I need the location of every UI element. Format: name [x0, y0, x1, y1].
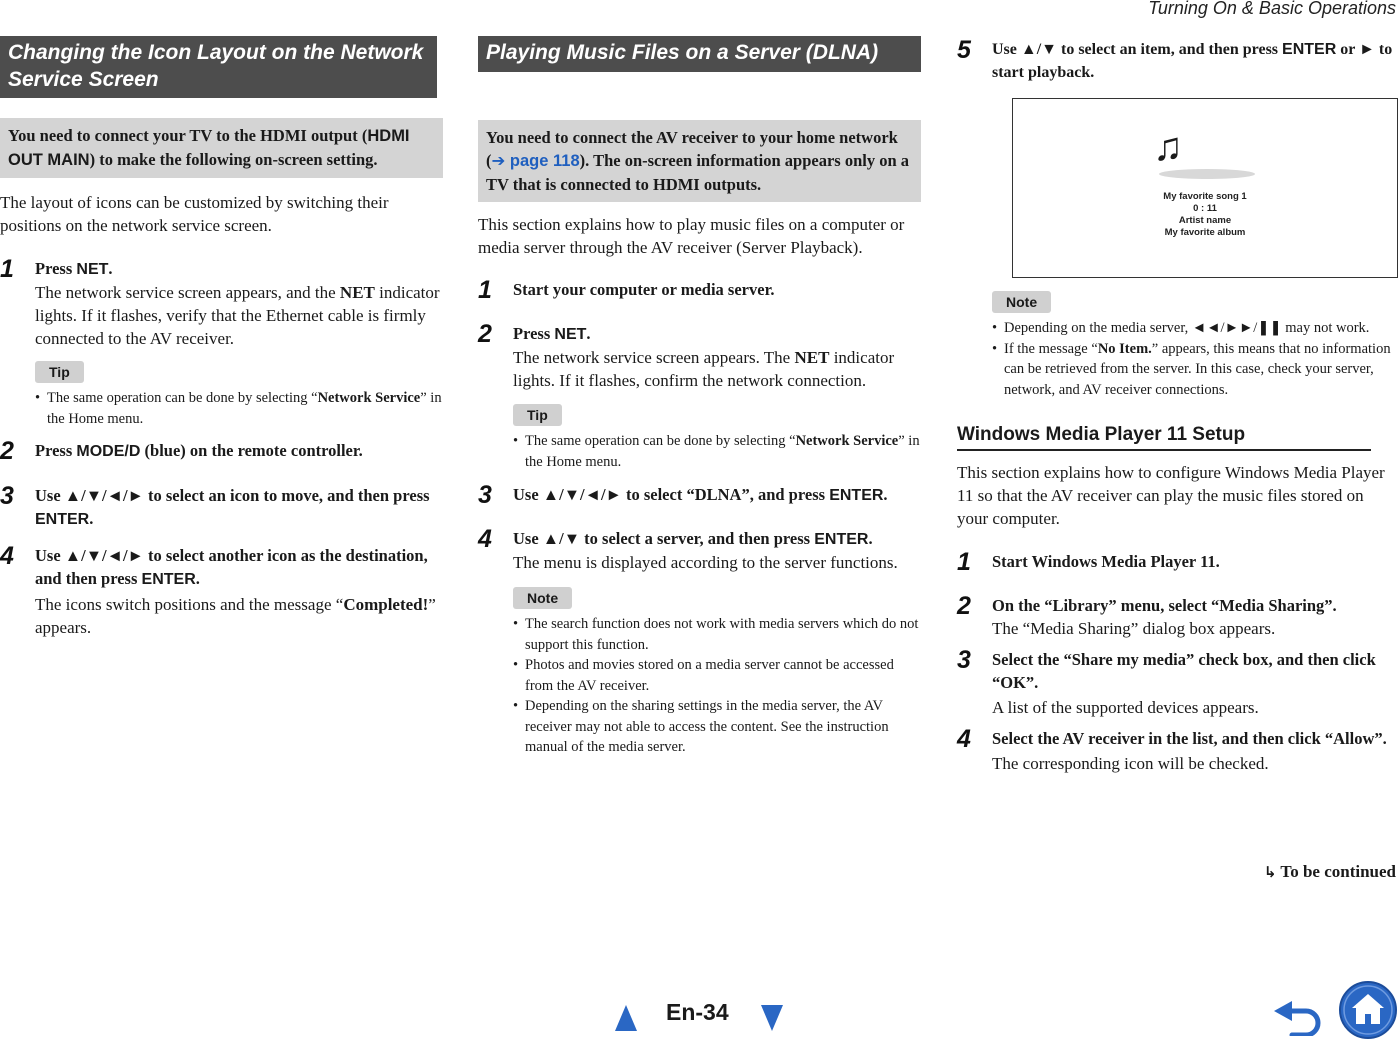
step-2	[0, 439, 443, 463]
page-number: En-34	[666, 999, 729, 1025]
page-footer	[0, 996, 1400, 1042]
note-item: • Depending on the media server, ◄◄/►►/❚❚ may not work.	[992, 318, 1397, 339]
album-name: My favorite album	[1164, 227, 1246, 238]
column-playback-wmp	[957, 38, 1397, 775]
step-body: The network service screen appears, and the NET indicator lights. If it flashes, verify that the Ethernet cable is firmly connected to the AV receiver.	[35, 283, 440, 348]
step-number: 1	[0, 255, 14, 283]
requirement-text: You need to connect the AV receiver to your home network (	[486, 128, 898, 170]
tip-item: • The same operation can be done by selecting “Network Service” in the Home menu.	[35, 388, 443, 429]
hdmi-out-main-key: HDMI OUT MAIN	[8, 127, 410, 169]
previous-page-icon[interactable]	[615, 1005, 637, 1031]
network-service-ref: Network Service	[317, 390, 421, 406]
step-number: 5	[957, 36, 971, 64]
note-item: • The search function does not work with media servers which do not support this function.	[513, 614, 921, 655]
step-title: Use ▲/▼ to select a server, and then press ENTER.	[513, 529, 873, 548]
column-dlna	[478, 36, 921, 758]
wmp-setup-heading: Windows Media Player 11 Setup	[957, 424, 1371, 451]
step-number: 3	[957, 646, 971, 674]
page-header-title: Turning On & Basic Operations	[1148, 0, 1396, 18]
wmp-step-1	[957, 548, 1397, 576]
mode-d-key: MODE/D	[76, 443, 141, 460]
continue-arrow-icon: ↳	[1263, 863, 1277, 881]
tip-list	[513, 431, 921, 472]
section-heading-dlna: Playing Music Files on a Server (DLNA)	[478, 36, 921, 72]
intro-text: This section explains how to play music files on a computer or media server through the AV receiver (Server Playback).	[478, 215, 905, 257]
page-118-link[interactable]: ➔ page 118	[491, 152, 580, 170]
enter-key: ENTER	[814, 531, 869, 548]
net-key: NET	[76, 261, 109, 278]
step-3	[0, 484, 443, 531]
back-icon[interactable]	[1272, 998, 1324, 1036]
step-1	[0, 257, 443, 429]
to-be-continued-text: To be continued	[1280, 862, 1396, 881]
step-number: 2	[478, 320, 492, 348]
wmp-intro-text: This section explains how to configure Windows Media Player 11 so that the AV receiver can play the music files stored on your computer.	[957, 463, 1385, 528]
step-number: 2	[957, 592, 971, 620]
wmp-step-2	[957, 594, 1397, 640]
requirement-box	[478, 120, 921, 202]
step-title: Use ▲/▼/◄/► to select “DLNA”, and press ENTER.	[513, 485, 888, 504]
step-number: 1	[957, 548, 971, 576]
elapsed-time: 0 : 11	[1193, 203, 1217, 214]
step-1	[478, 276, 921, 304]
intro-text: The layout of icons can be customized by switching their positions on the network service screen.	[0, 193, 389, 235]
completed-message: Completed!	[343, 595, 429, 614]
step-title: Press MODE/D (blue) on the remote controller.	[35, 441, 363, 460]
step-number: 3	[0, 482, 14, 510]
note-label: Note	[992, 291, 1051, 313]
tip-item: • The same operation can be done by selecting “Network Service” in the Home menu.	[513, 431, 921, 472]
step-number: 4	[478, 525, 492, 553]
requirement-text-end: ). The on-screen information appears only on a TV that is connected to HDMI outputs.	[486, 151, 910, 194]
column-icon-layout	[0, 36, 443, 639]
step-number: 4	[0, 542, 14, 570]
artist-name: Artist name	[1178, 215, 1232, 226]
step-body: The menu is displayed according to the server functions.	[513, 553, 898, 572]
net-key: NET	[554, 326, 587, 343]
step-title: Press NET.	[35, 259, 113, 278]
requirement-text: You need to connect your TV to the HDMI output (	[8, 126, 368, 145]
step-body: The “Media Sharing” dialog box appears.	[992, 619, 1276, 638]
step-body: A list of the supported devices appears.	[992, 698, 1259, 717]
enter-key: ENTER	[1282, 41, 1337, 58]
step-title: Press NET.	[513, 324, 591, 343]
enter-key: ENTER	[35, 511, 90, 528]
step-body: The network service screen appears. The NET indicator lights. If it flashes, confirm the network connection.	[513, 348, 895, 390]
note-item: • Photos and movies stored on a media server cannot be accessed from the AV receiver.	[513, 655, 921, 696]
requirement-box	[0, 118, 443, 178]
wmp-step-3	[957, 648, 1397, 719]
playback-screen-illustration	[1012, 98, 1398, 278]
to-be-continued	[1264, 862, 1396, 882]
step-title: Use ▲/▼ to select an item, and then press ENTER or ► to start playback.	[992, 41, 1393, 81]
track-info	[1013, 191, 1397, 239]
step-title: Start Windows Media Player 11.	[992, 552, 1220, 571]
next-page-icon[interactable]	[761, 1005, 783, 1031]
step-number: 3	[478, 481, 492, 509]
net-indicator: NET	[794, 348, 830, 367]
net-indicator: NET	[339, 283, 375, 302]
step-title: Select the AV receiver in the list, and then click “Allow”.	[992, 729, 1387, 748]
music-note-icon: ♫	[1153, 124, 1183, 169]
song-title: My favorite song 1	[1163, 191, 1247, 202]
step-3	[478, 483, 921, 507]
network-service-ref: Network Service	[795, 433, 899, 449]
note-list	[513, 614, 921, 758]
step-title: Use ▲/▼/◄/► to select an icon to move, and then press ENTER.	[35, 486, 430, 528]
note-list	[992, 318, 1397, 400]
requirement-text-end: ) to make the following on-screen setting.	[89, 150, 378, 169]
wmp-step-4	[957, 727, 1397, 775]
home-icon[interactable]	[1338, 980, 1398, 1040]
tip-label: Tip	[513, 404, 562, 426]
note-label: Note	[513, 587, 572, 609]
step-body: The icons switch positions and the message “Completed!” appears.	[35, 595, 436, 637]
tip-label: Tip	[35, 361, 84, 383]
step-title: On the “Library” menu, select “Media Sharing”.	[992, 596, 1337, 615]
step-title: Use ▲/▼/◄/► to select another icon as the destination, and then press ENTER.	[35, 546, 428, 588]
no-item-message: No Item.	[1097, 340, 1152, 357]
step-4	[478, 527, 921, 758]
note-item: • If the message “No Item.” appears, this means that no information can be retrieved from the server. In this case, check your server, network, and AV receiver connections.	[992, 339, 1397, 401]
step-title: Select the “Share my media” check box, and then click “OK”.	[992, 650, 1376, 692]
note-item: • Depending on the sharing settings in the media server, the AV receiver may not able to access the content. See the instruction manual of the media server.	[513, 696, 921, 758]
step-body: The corresponding icon will be checked.	[992, 754, 1269, 773]
step-number: 2	[0, 437, 14, 465]
enter-key: ENTER	[141, 571, 196, 588]
step-number: 1	[478, 276, 492, 304]
tip-list	[35, 388, 443, 429]
section-heading-icon-layout: Changing the Icon Layout on the Network Service Screen	[0, 36, 437, 98]
step-5	[957, 38, 1397, 84]
step-number: 4	[957, 725, 971, 753]
music-note-shadow	[1159, 169, 1255, 179]
enter-key: ENTER	[829, 487, 884, 504]
step-4	[0, 544, 443, 639]
step-2	[478, 322, 921, 472]
step-title: Start your computer or media server.	[513, 280, 775, 299]
